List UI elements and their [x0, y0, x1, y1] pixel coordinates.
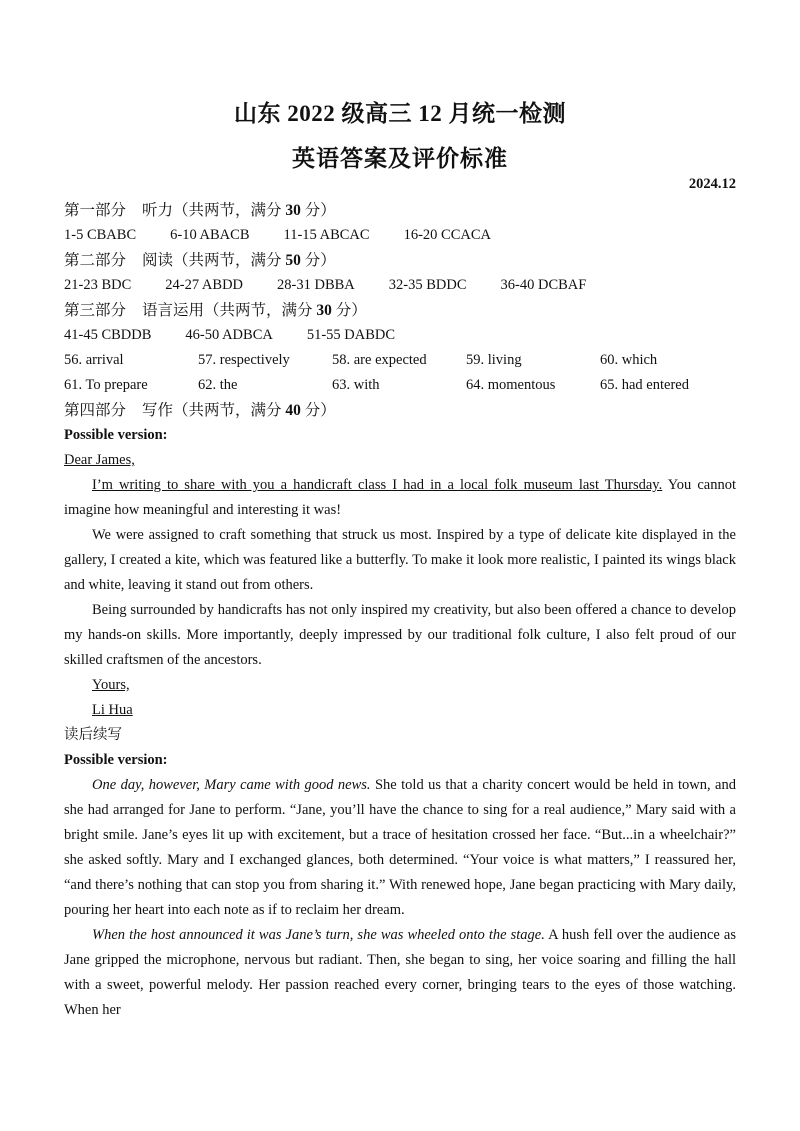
fill-answer: 63. with: [332, 377, 380, 393]
part1-detail: 听力（共两节，满分 30 分）: [142, 202, 336, 219]
part1-header: [64, 198, 736, 223]
part2-header: [64, 248, 736, 273]
fill-answer: 61. To prepare: [64, 377, 148, 393]
fill-answer: 62. the: [198, 377, 238, 393]
fill-answers-row-1: [64, 348, 736, 373]
answer-group: 24-27 ABDD: [165, 277, 244, 293]
fill-answer: 65. had entered: [600, 377, 689, 393]
part4-header: [64, 398, 736, 423]
answer-group: 41-45 CBDDB: [64, 327, 152, 343]
exam-date: 2024.12: [688, 176, 736, 192]
answer-group: 6-10 ABACB: [170, 227, 250, 243]
letter-paragraph-3: Being surrounded by handicrafts has not only inspired my creativity, but also been offered a chance to develop my hands-on skills. More importantly, deeply impressed by our traditional folk culture, I also felt proud of our skilled craftsmen of the ancestors.: [64, 602, 736, 668]
part4-detail: 写作（共两节，满分 40 分）: [142, 402, 336, 419]
answer-group: 32-35 BDDC: [388, 277, 467, 293]
fill-answer: 64. momentous: [466, 377, 556, 393]
answer-group: 46-50 ADBCA: [185, 327, 273, 343]
answer-group: 16-20 CCACA: [403, 227, 491, 243]
fill-answer: 58. are expected: [332, 352, 427, 368]
part4-heading: 第四部分: [64, 402, 127, 419]
fill-answer: 60. which: [600, 352, 658, 368]
exam-subtitle: 英语答案及评价标准: [292, 146, 508, 171]
part3-heading: 第三部分: [64, 302, 127, 319]
answer-group: 28-31 DBBA: [277, 277, 355, 293]
letter-closing: Yours,: [92, 677, 130, 693]
part2-answers: [64, 273, 736, 298]
fill-answer: 59. living: [466, 352, 522, 368]
letter-version-label: Possible version:: [64, 427, 168, 443]
part1-heading: 第一部分: [64, 202, 127, 219]
part3-answers: [64, 323, 736, 348]
continuation-paragraph-2: When the host announced it was Jane’s turn, she was wheeled onto the stage. A hush fell over the audience as Jane gripped the microphone, nervous but radiant. Then, she began to sing, her voice soaring and filling the hall with a sweet, powerful melody. Her passion reached every corner, bringing tears to the eyes of those watching. When her: [64, 927, 736, 1018]
continuation-paragraph-1: One day, however, Mary came with good news. She told us that a charity concert would be held in town, and she had arranged for Jane to perform. “Jane, you’ll have the chance to sing for a real audience,” Mary said with a bright smile. Jane’s eyes lit up with excitement, but a trace of hesitation crossed her face. “But...in a wheelchair?” she asked softly. Mary and I exchanged glances, both determined. “Your voice is what matters,” I reassured her, “and there’s nothing that can stop you from sharing it.” With renewed hope, Jane began practicing with Mary daily, pouring her heart into each note as if to reclaim her dream.: [64, 777, 736, 918]
continuation-version-label: Possible version:: [64, 752, 168, 768]
letter-greeting: Dear James,: [64, 452, 135, 468]
fill-answer: 57. respectively: [198, 352, 290, 368]
letter-paragraph-2: We were assigned to craft something that struck us most. Inspired by a type of delicate kite displayed in the gallery, I created a kite, which was featured like a butterfly. To make it look more realistic, I painted its wings black and white, leaving it stand out from others.: [64, 527, 736, 593]
exam-title: 山东 2022 级高三 12 月统一检测: [234, 101, 566, 126]
fill-answers-row-2: [64, 373, 736, 398]
part3-header: [64, 298, 736, 323]
answer-content: [64, 198, 736, 1023]
answer-group: 51-55 DABDC: [306, 327, 396, 343]
answer-group: 36-40 DCBAF: [500, 277, 587, 293]
part3-detail: 语言运用（共两节，满分 30 分）: [142, 302, 367, 319]
part1-answers: [64, 223, 736, 248]
part2-detail: 阅读（共两节，满分 50 分）: [142, 252, 336, 269]
answer-group: 21-23 BDC: [64, 277, 132, 293]
letter-signature: Li Hua: [92, 702, 133, 718]
continuation-heading: 读后续写: [64, 727, 122, 743]
answer-group: 1-5 CBABC: [64, 227, 137, 243]
fill-answer: 56. arrival: [64, 352, 124, 368]
letter-paragraph-1: I’m writing to share with you a handicraft class I had in a local folk museum last Thursday. You cannot imagine how meaningful and interesting it was!: [64, 477, 736, 518]
part2-heading: 第二部分: [64, 252, 127, 269]
answer-group: 11-15 ABCAC: [283, 227, 370, 243]
